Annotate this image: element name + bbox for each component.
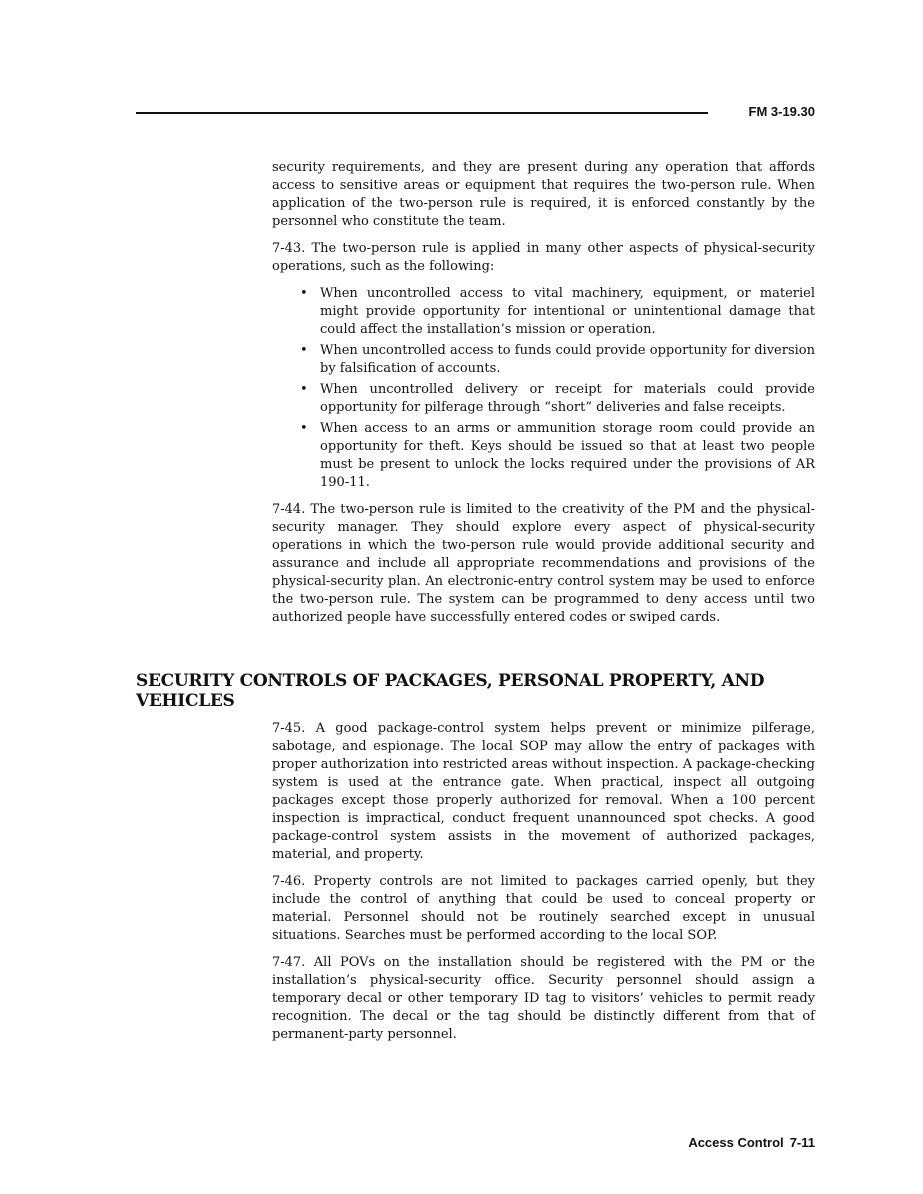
paragraph-7-47: 7-47. All POVs on the installation should be registered with the PM or the installation’s physical-security office. Security personnel should assign a temporary decal or other temporary ID tag to visitors’ vehicles to permit ready recognition. The decal or the tag should be distinctly different from that of permanent-party personnel. bbox=[272, 955, 815, 1042]
bullet-text: When uncontrolled access to vital machinery, equipment, or materiel might provide opportunity for intentional or unintentional damage that could affect the installation’s mission or operation. bbox=[320, 286, 815, 337]
bullet-text: When access to an arms or ammunition storage room could provide an opportunity for theft. Keys should be issued so that at least two people must be present to unlock the locks required under the provisions of AR 190-11. bbox=[320, 421, 815, 490]
bullet-marker: • bbox=[300, 286, 308, 301]
body-column-bottom bbox=[272, 720, 815, 1053]
paragraph-7-44: 7-44. The two-person rule is limited to the creativity of the PM and the physical-security manager. They should explore every aspect of physical-security operations in which the two-person rule would provide additional security and assurance and include all appropriate recommendations and provisions of the physical-security plan. An electronic-entry control system may be used to enforce the two-person rule. The system can be programmed to deny access until two authorized people have successfully entered codes or swiped cards. bbox=[272, 502, 815, 625]
bullet-marker: • bbox=[300, 382, 308, 397]
paragraph-7-43: 7-43. The two-person rule is applied in many other aspects of physical-security operations, such as the following: bbox=[272, 241, 815, 274]
bullet-marker: • bbox=[300, 343, 308, 358]
footer-chapter-title: Access Control bbox=[688, 1135, 784, 1150]
paragraph-continuation: security requirements, and they are present during any operation that affords access to sensitive areas or equipment that requires the two-person rule. When application of the two-person rule is required, it is enforced constantly by the personnel who constitute the team. bbox=[272, 160, 815, 229]
header-doc-number: FM 3-19.30 bbox=[748, 104, 815, 119]
paragraph-7-46: 7-46. Property controls are not limited to packages carried openly, but they include the control of anything that could be used to conceal property or material. Personnel should not be routinely searched except in unusual situations. Searches must be performed according to the local SOP. bbox=[272, 874, 815, 943]
bullet-item bbox=[300, 381, 815, 417]
body-column-top bbox=[272, 159, 815, 636]
header-rule bbox=[136, 112, 708, 114]
bullet-item bbox=[300, 342, 815, 378]
bullet-text: When uncontrolled delivery or receipt for materials could provide opportunity for pilferage through “short” deliveries and false receipts. bbox=[320, 382, 815, 415]
bullet-list bbox=[272, 285, 815, 492]
paragraph-7-45: 7-45. A good package-control system helps prevent or minimize pilferage, sabotage, and espionage. The local SOP may allow the entry of packages with proper authorization into restricted areas without inspection. A package-checking system is used at the entrance gate. When practical, inspect all outgoing packages except those properly authorized for removal. When a 100 percent inspection is impractical, conduct frequent unannounced spot checks. A good package-control system assists in the movement of authorized packages, material, and property. bbox=[272, 721, 815, 862]
bullet-text: When uncontrolled access to funds could provide opportunity for diversion by falsification of accounts. bbox=[320, 343, 815, 376]
footer-page-number: 7-11 bbox=[789, 1135, 815, 1150]
page-footer bbox=[688, 1135, 815, 1150]
bullet-item bbox=[300, 420, 815, 492]
section-heading: SECURITY CONTROLS OF PACKAGES, PERSONAL PROPERTY, AND VEHICLES bbox=[136, 671, 765, 711]
bullet-marker: • bbox=[300, 421, 308, 436]
bullet-item bbox=[300, 285, 815, 339]
